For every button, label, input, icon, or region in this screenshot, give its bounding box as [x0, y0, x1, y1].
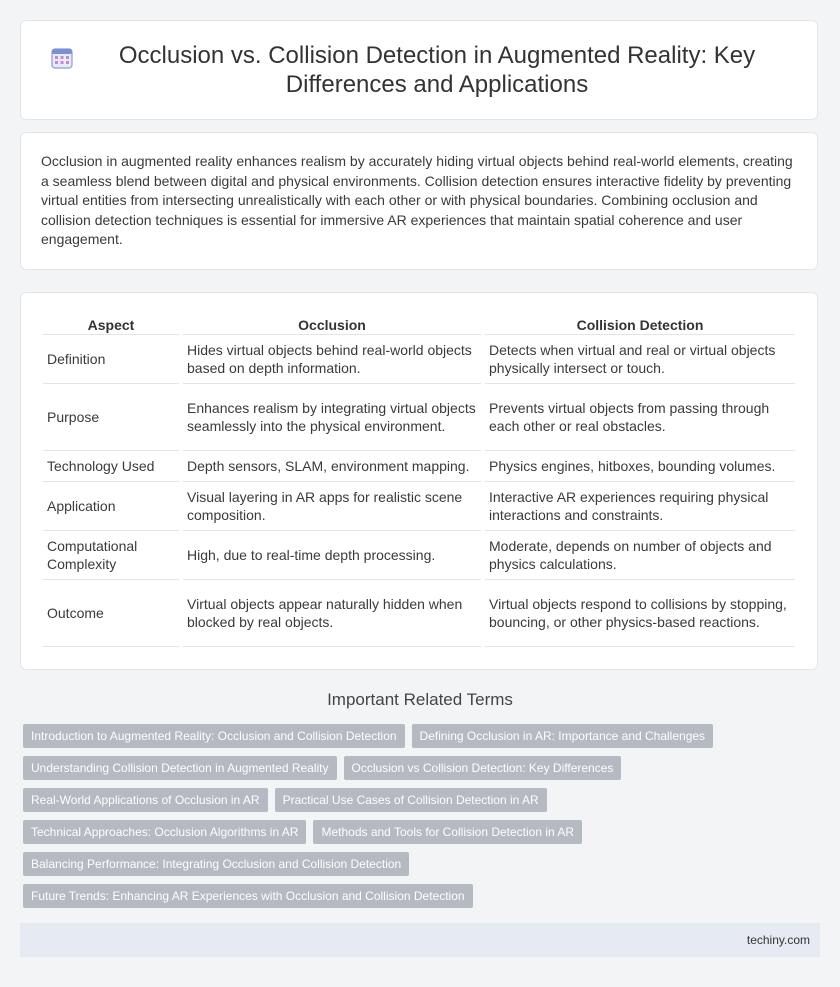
- cell-aspect: Computational Complexity: [43, 531, 179, 580]
- related-term-tag[interactable]: Real-World Applications of Occlusion in AR: [23, 788, 268, 812]
- cell-occlusion: Depth sensors, SLAM, environment mapping.: [183, 451, 481, 482]
- cell-collision: Moderate, depends on number of objects and physics calculations.: [485, 531, 795, 580]
- related-term-tag[interactable]: Methods and Tools for Collision Detection in AR: [313, 820, 582, 844]
- cell-aspect: Definition: [43, 335, 179, 384]
- calendar-grid-icon: [51, 47, 73, 69]
- cell-occlusion: High, due to real-time depth processing.: [183, 531, 481, 580]
- cell-occlusion: Hides virtual objects behind real-world objects based on depth information.: [183, 335, 481, 384]
- footer-site-link[interactable]: techiny.com: [746, 933, 810, 947]
- related-term-tag[interactable]: Technical Approaches: Occlusion Algorithms in AR: [23, 820, 306, 844]
- tag-row: [23, 884, 823, 908]
- cell-collision: Virtual objects respond to collisions by stopping, bouncing, or other physics-based reactions.: [485, 580, 795, 647]
- cell-aspect: Technology Used: [43, 451, 179, 482]
- related-term-tag[interactable]: Practical Use Cases of Collision Detection in AR: [275, 788, 547, 812]
- tag-row: [23, 788, 823, 812]
- tag-row: [23, 852, 823, 876]
- cell-occlusion: Visual layering in AR apps for realistic scene composition.: [183, 482, 481, 531]
- related-term-tag[interactable]: Understanding Collision Detection in Augmented Reality: [23, 756, 337, 780]
- tag-row: [23, 756, 823, 780]
- table-row: [43, 482, 795, 531]
- table-row: [43, 335, 795, 384]
- related-terms-heading: Important Related Terms: [327, 690, 513, 709]
- cell-collision: Physics engines, hitboxes, bounding volumes.: [485, 451, 795, 482]
- intro-card: [20, 132, 818, 270]
- title-wrap: [21, 41, 817, 99]
- comparison-table-card: [20, 292, 818, 670]
- title-card: [20, 20, 818, 120]
- tag-row: [23, 820, 823, 844]
- related-term-tag[interactable]: Defining Occlusion in AR: Importance and Challenges: [412, 724, 714, 748]
- table-row: [43, 384, 795, 451]
- footer: [20, 923, 820, 957]
- table-row: [43, 580, 795, 647]
- header-collision-detection: Collision Detection: [485, 311, 795, 335]
- related-terms-tags: [23, 724, 823, 916]
- intro-paragraph: Occlusion in augmented reality enhances realism by accurately hiding virtual objects behind real-world elements, creating a seamless blend between digital and physical environments. Collision detection ensures interactive fidelity by preventing virtual entities from intersecting unrealistically with each other or with physical boundaries. Combining occlusion and collision detection techniques is essential for immersive AR experiences that maintain spatial coherence and user engagement.: [41, 153, 793, 248]
- cell-collision: Interactive AR experiences requiring physical interactions and constraints.: [485, 482, 795, 531]
- tag-row: [23, 724, 823, 748]
- table-row: [43, 531, 795, 580]
- cell-collision: Prevents virtual objects from passing through each other or real obstacles.: [485, 384, 795, 451]
- cell-occlusion: Virtual objects appear naturally hidden when blocked by real objects.: [183, 580, 481, 647]
- header-aspect: Aspect: [43, 311, 179, 335]
- cell-aspect: Outcome: [43, 580, 179, 647]
- related-term-tag[interactable]: Future Trends: Enhancing AR Experiences with Occlusion and Collision Detection: [23, 884, 473, 908]
- related-term-tag[interactable]: Introduction to Augmented Reality: Occlusion and Collision Detection: [23, 724, 405, 748]
- comparison-table: [39, 311, 799, 647]
- table-header-row: [43, 311, 795, 335]
- cell-aspect: Application: [43, 482, 179, 531]
- page-title: Occlusion vs. Collision Detection in Augmented Reality: Key Differences and Applications: [118, 42, 756, 98]
- header-occlusion: Occlusion: [183, 311, 481, 335]
- cell-collision: Detects when virtual and real or virtual objects physically intersect or touch.: [485, 335, 795, 384]
- table-row: [43, 451, 795, 482]
- related-term-tag[interactable]: Balancing Performance: Integrating Occlusion and Collision Detection: [23, 852, 409, 876]
- related-term-tag[interactable]: Occlusion vs Collision Detection: Key Differences: [344, 756, 622, 780]
- cell-occlusion: Enhances realism by integrating virtual objects seamlessly into the physical environment.: [183, 384, 481, 451]
- cell-aspect: Purpose: [43, 384, 179, 451]
